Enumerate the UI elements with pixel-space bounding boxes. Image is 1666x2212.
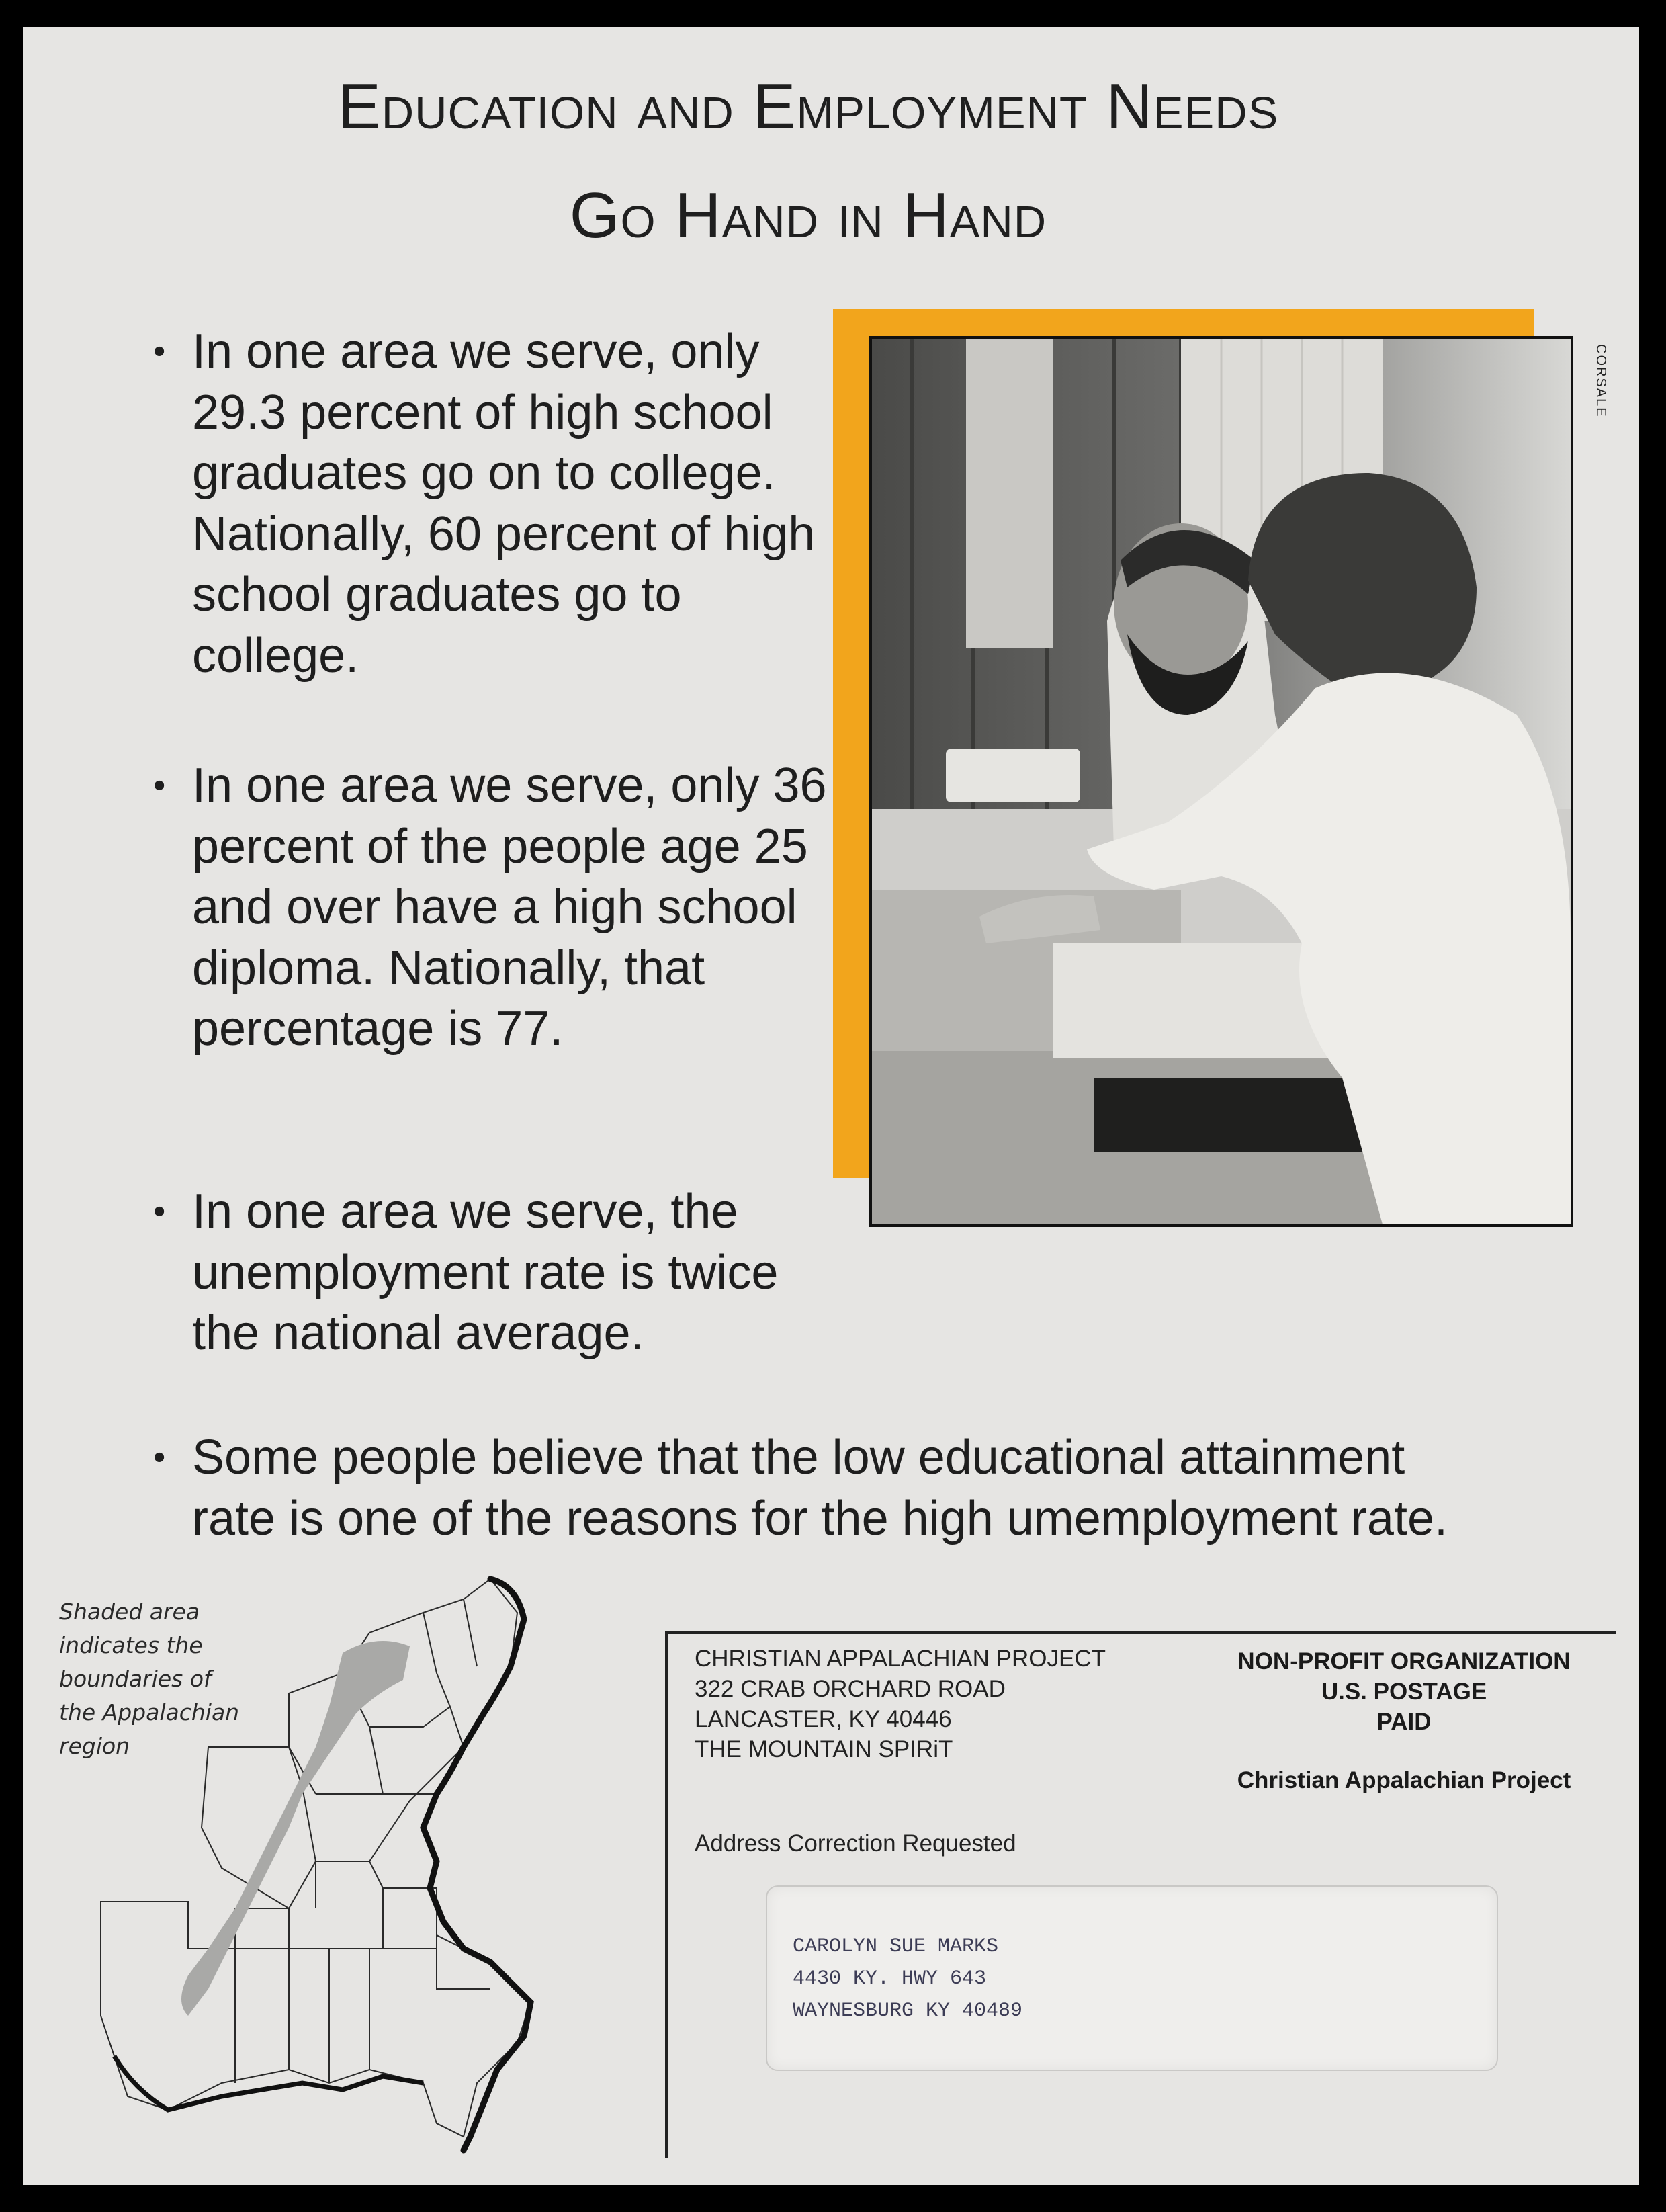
indicia-line: NON-PROFIT ORGANIZATION xyxy=(1237,1648,1571,1674)
address-correction-note: Address Correction Requested xyxy=(695,1830,1016,1857)
fact-bullet-college xyxy=(153,321,850,686)
recipient-line: WAYNESBURG KY 40489 xyxy=(793,2000,1023,2023)
indicia-organization: Christian Appalachian Project xyxy=(1237,1767,1571,1793)
recipient-line: CAROLYN SUE MARKS xyxy=(793,1935,999,1958)
bullet-marker: • xyxy=(153,1192,166,1231)
title-line-1: Education and Employment Needs xyxy=(337,71,1279,142)
return-address-line: 322 CRAB ORCHARD ROAD xyxy=(695,1676,1006,1702)
map-caption: Shaded area indicates the boundaries of the Appalachian region xyxy=(59,1599,240,1759)
photo-two-men-at-desk xyxy=(869,336,1573,1227)
bullet-text: In one area we serve, only 36 percent of the people age 25 and over have a high school diploma. Nationally, that percentage is 77. xyxy=(192,759,827,1056)
bullet-text: In one area we serve, the unemployment rate is twice the national average. xyxy=(192,1185,779,1360)
return-address xyxy=(695,1644,1205,1764)
fact-bullet-belief xyxy=(153,1427,1489,1549)
map-gulf-coast xyxy=(114,2056,423,2110)
bullet-text: Some people believe that the low educational attainment rate is one of the reasons for the high umemployment rate. xyxy=(192,1431,1448,1545)
postage-indicia xyxy=(1216,1646,1592,1795)
bullet-marker: • xyxy=(153,332,166,371)
bullet-text: In one area we serve, only 29.3 percent of high school graduates go on to college. Nationally, 60 percent of high school graduates go to college. xyxy=(192,325,816,683)
recipient-line: 4430 KY. HWY 643 xyxy=(793,1967,987,1990)
fact-bullet-unemployment xyxy=(153,1181,850,1364)
return-address-line: THE MOUNTAIN SPIRiT xyxy=(695,1736,953,1762)
photo-credit: CORSALE xyxy=(1593,344,1608,418)
appalachian-region-map xyxy=(87,1572,658,2157)
page-title xyxy=(0,52,1616,270)
indicia-line: PAID xyxy=(1376,1709,1432,1735)
appalachian-shaded-area xyxy=(181,1641,410,2016)
bullet-marker: • xyxy=(153,1438,166,1477)
fact-bullet-diploma xyxy=(153,755,850,1060)
return-address-line: LANCASTER, KY 40446 xyxy=(695,1706,952,1732)
bullet-marker: • xyxy=(153,766,166,805)
photo-illustration xyxy=(872,339,1571,1224)
return-address-line: CHRISTIAN APPALACHIAN PROJECT xyxy=(695,1646,1106,1672)
title-line-2: Go Hand in Hand xyxy=(569,179,1047,251)
recipient-address xyxy=(793,1930,1022,2027)
indicia-line: U.S. POSTAGE xyxy=(1321,1678,1487,1705)
